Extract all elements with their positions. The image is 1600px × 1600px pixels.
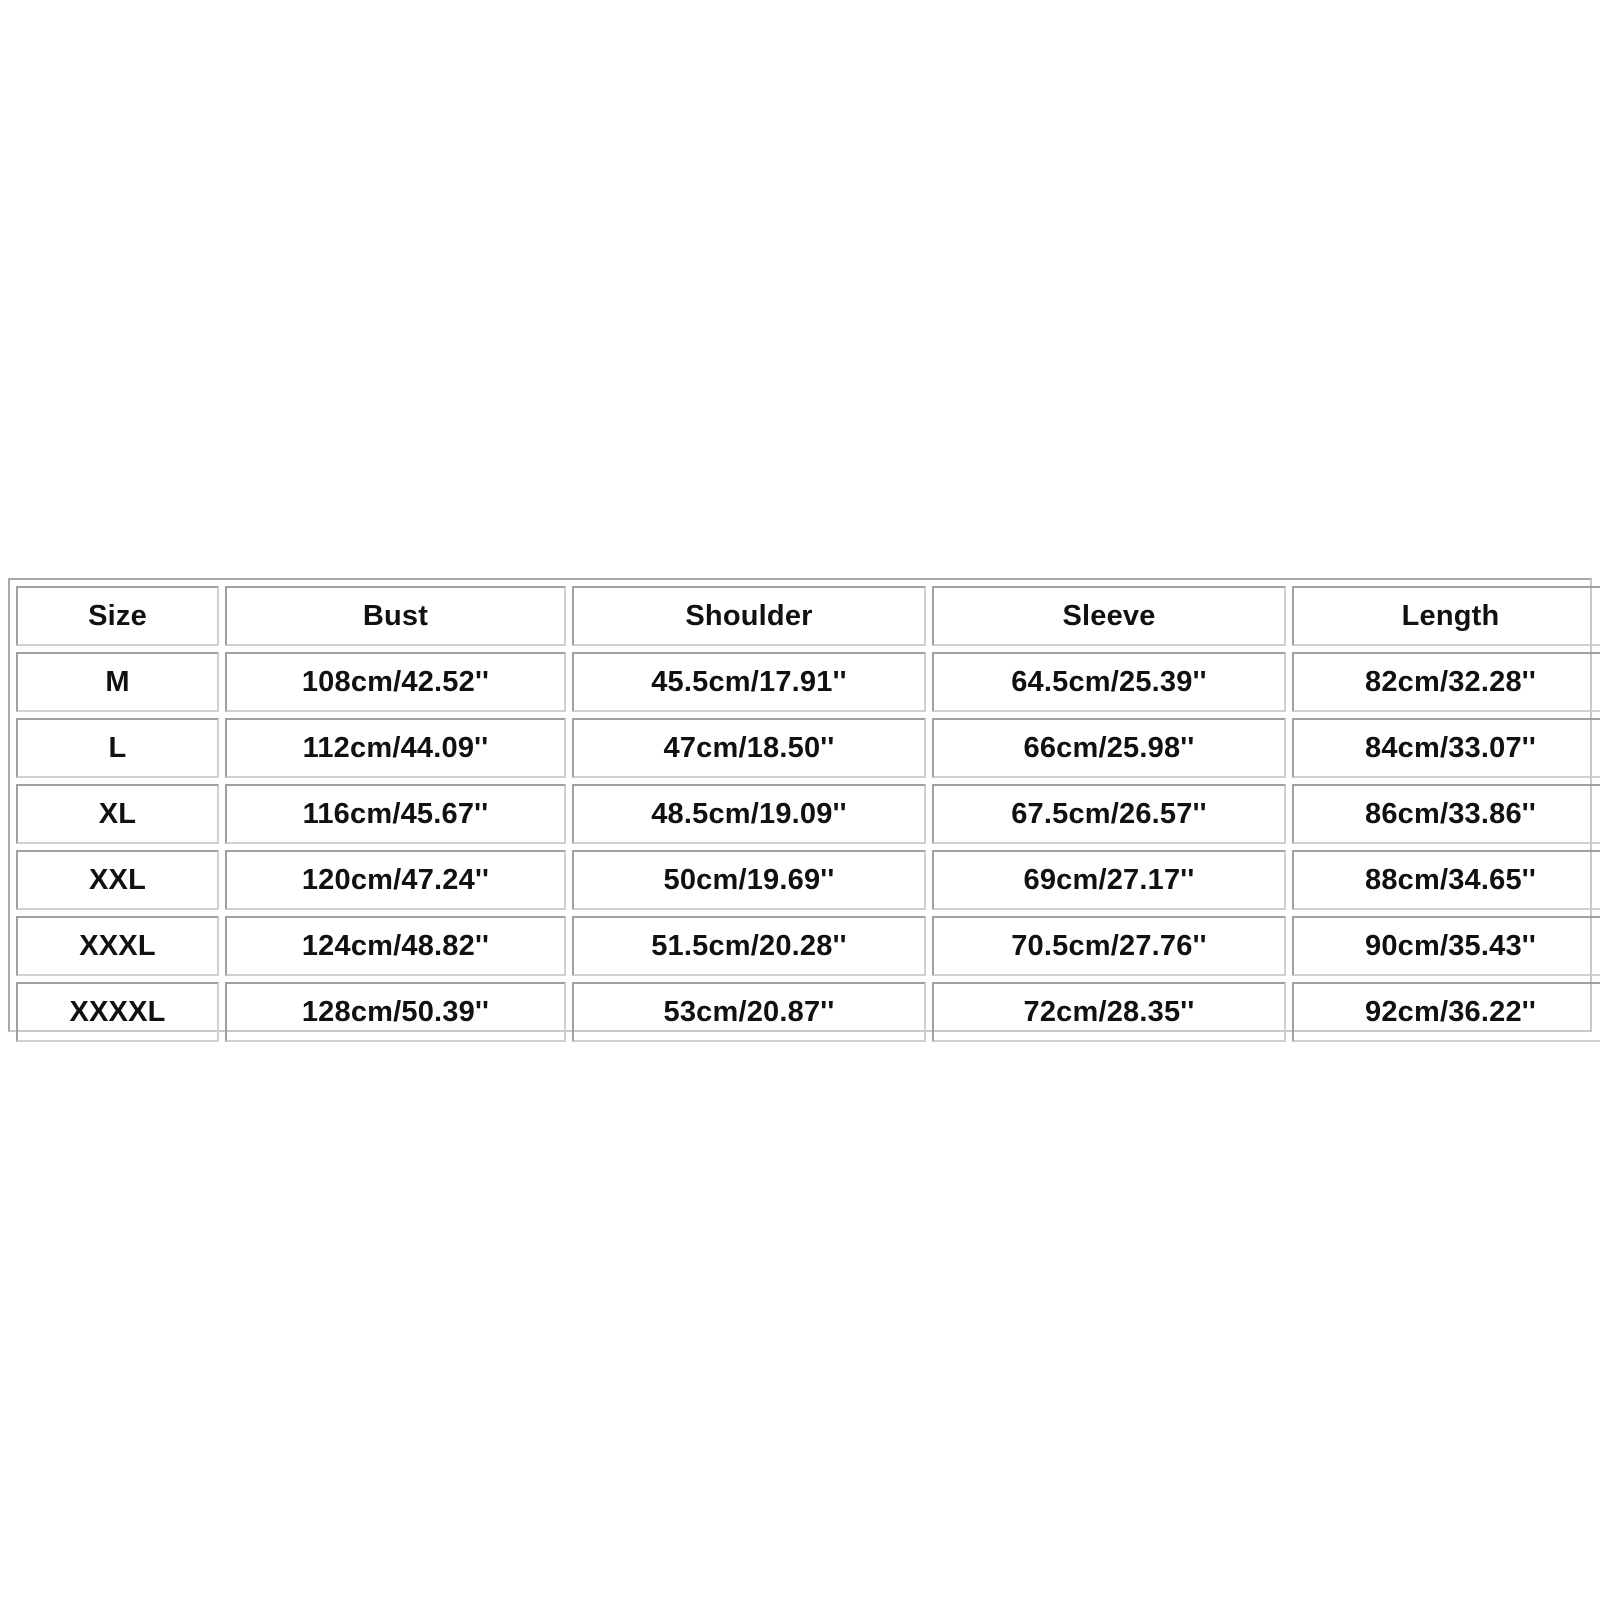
cell-length: 86cm/33.86'' xyxy=(1292,784,1600,844)
cell-bust: 108cm/42.52'' xyxy=(225,652,566,712)
cell-bust: 116cm/45.67'' xyxy=(225,784,566,844)
cell-shoulder: 48.5cm/19.09'' xyxy=(572,784,926,844)
cell-size: XXL xyxy=(16,850,219,910)
cell-sleeve: 70.5cm/27.76'' xyxy=(932,916,1286,976)
size-table xyxy=(10,580,1600,1048)
cell-sleeve: 72cm/28.35'' xyxy=(932,982,1286,1042)
cell-length: 84cm/33.07'' xyxy=(1292,718,1600,778)
cell-bust: 124cm/48.82'' xyxy=(225,916,566,976)
cell-bust: 120cm/47.24'' xyxy=(225,850,566,910)
cell-bust: 128cm/50.39'' xyxy=(225,982,566,1042)
cell-length: 90cm/35.43'' xyxy=(1292,916,1600,976)
table-row xyxy=(16,718,1600,778)
cell-sleeve: 67.5cm/26.57'' xyxy=(932,784,1286,844)
cell-size: XXXL xyxy=(16,916,219,976)
cell-sleeve: 69cm/27.17'' xyxy=(932,850,1286,910)
cell-size: XL xyxy=(16,784,219,844)
cell-shoulder: 50cm/19.69'' xyxy=(572,850,926,910)
header-bust: Bust xyxy=(225,586,566,646)
cell-length: 88cm/34.65'' xyxy=(1292,850,1600,910)
header-size: Size xyxy=(16,586,219,646)
header-row xyxy=(16,586,1600,646)
cell-length: 82cm/32.28'' xyxy=(1292,652,1600,712)
header-shoulder: Shoulder xyxy=(572,586,926,646)
cell-size: M xyxy=(16,652,219,712)
cell-sleeve: 66cm/25.98'' xyxy=(932,718,1286,778)
header-sleeve: Sleeve xyxy=(932,586,1286,646)
cell-sleeve: 64.5cm/25.39'' xyxy=(932,652,1286,712)
header-length: Length xyxy=(1292,586,1600,646)
cell-bust: 112cm/44.09'' xyxy=(225,718,566,778)
cell-shoulder: 51.5cm/20.28'' xyxy=(572,916,926,976)
cell-size: L xyxy=(16,718,219,778)
table-row xyxy=(16,916,1600,976)
cell-shoulder: 53cm/20.87'' xyxy=(572,982,926,1042)
table-row xyxy=(16,982,1600,1042)
cell-shoulder: 45.5cm/17.91'' xyxy=(572,652,926,712)
cell-size: XXXXL xyxy=(16,982,219,1042)
cell-length: 92cm/36.22'' xyxy=(1292,982,1600,1042)
table-row xyxy=(16,850,1600,910)
size-chart-table xyxy=(8,578,1592,1032)
cell-shoulder: 47cm/18.50'' xyxy=(572,718,926,778)
table-row xyxy=(16,784,1600,844)
table-row xyxy=(16,652,1600,712)
